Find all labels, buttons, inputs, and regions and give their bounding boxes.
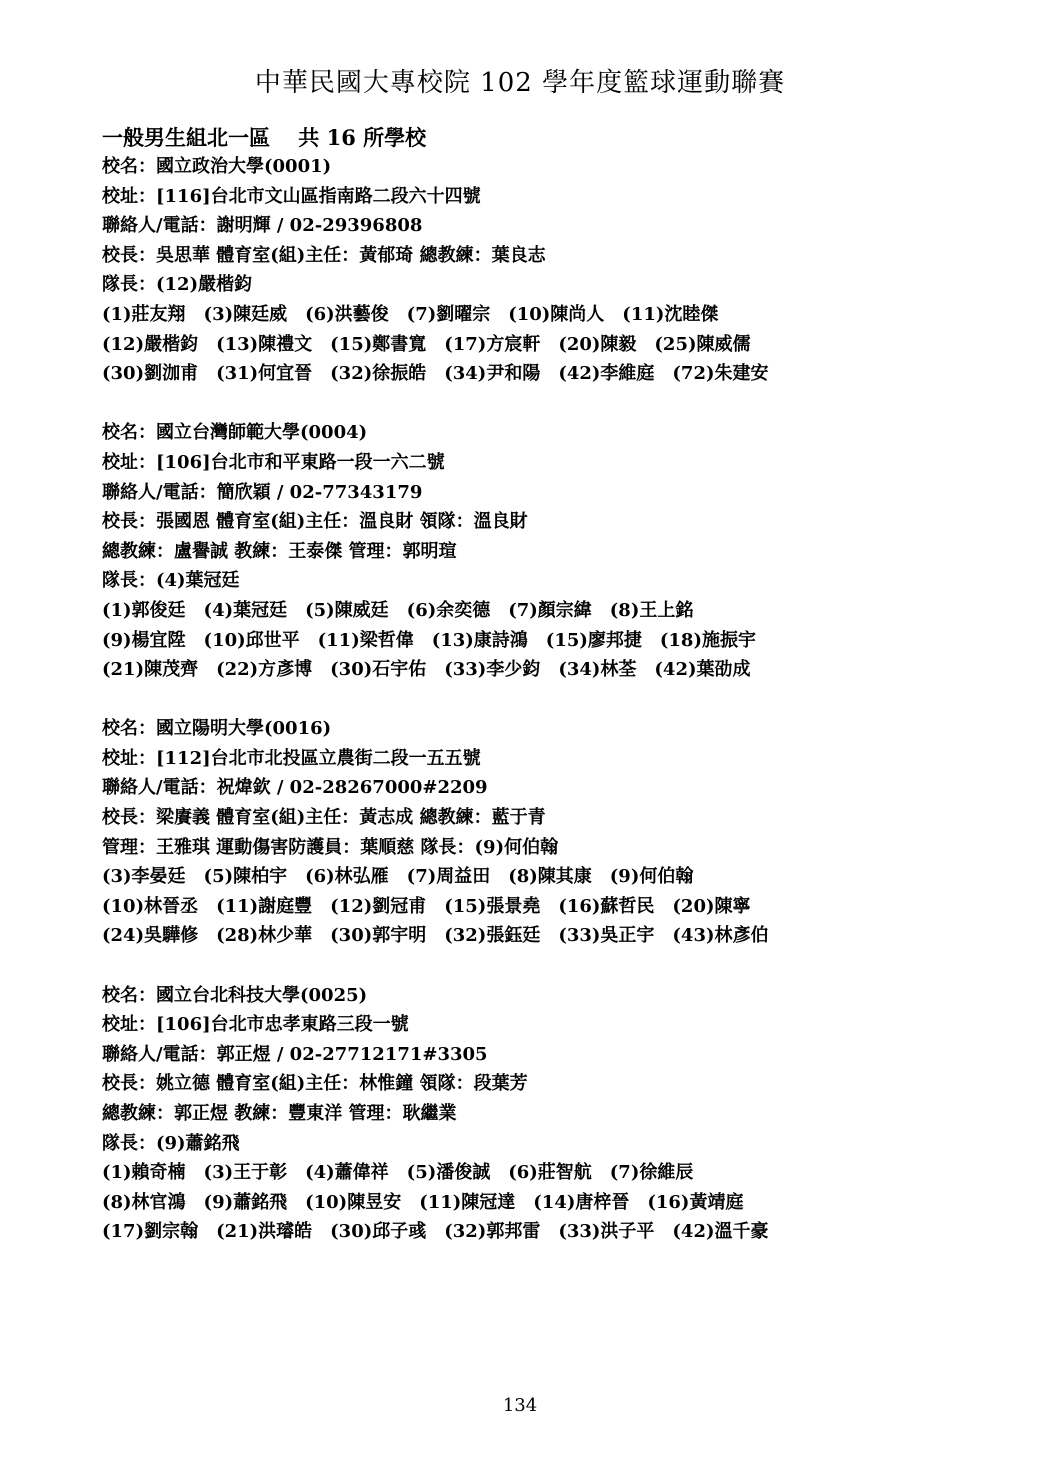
roster-line: (21)陳茂齊 (22)方彥博 (30)石宇佑 (33)李少鈞 (34)林荃 (42)葉劭成 <box>102 659 751 681</box>
school-entry-ntnu <box>102 418 1002 684</box>
roster-line: (9)楊宜陞 (10)邱世平 (11)梁哲偉 (13)康詩鴻 (15)廖邦捷 (18)施振宇 <box>102 629 756 651</box>
team-captain: 隊長：(12)嚴楷鈞 <box>102 274 253 296</box>
school-contact: 聯絡人/電話：祝煒欽 / 02-28267000#2209 <box>102 777 488 799</box>
school-name: 校名：國立台灣師範大學(0004) <box>102 422 368 444</box>
roster-line: (30)劉泇甫 (31)何宜晉 (32)徐振皓 (34)尹和陽 (42)李維庭 (72)朱建安 <box>102 363 769 385</box>
section-heading: 一般男生組北一區 共 16 所學校 <box>102 125 427 150</box>
school-contact: 聯絡人/電話：簡欣穎 / 02-77343179 <box>102 481 423 503</box>
roster-line: (8)林官鴻 (9)蕭銘飛 (10)陳昱安 (11)陳冠達 (14)唐梓晉 (16)黃靖庭 <box>102 1191 744 1213</box>
roster-line: (1)莊友翔 (3)陳廷威 (6)洪藝俊 (7)劉曜宗 (10)陳尚人 (11)沈睦傑 <box>102 303 719 325</box>
school-address: 校址：[106]台北市和平東路一段一六二號 <box>102 451 445 473</box>
school-coaches: 總教練：郭正煜 教練：豐東洋 管理：耿繼業 <box>102 1103 457 1124</box>
school-entry-nccu <box>102 152 1002 389</box>
roster-line: (24)吳驊修 (28)林少華 (30)郭宇明 (32)張鈺廷 (33)吳正宇 (43)林彥伯 <box>102 925 769 947</box>
roster-line: (12)嚴楷鈞 (13)陳禮文 (15)鄭書寬 (17)方宸軒 (20)陳毅 (25)陳威儒 <box>102 333 751 355</box>
page-title: 中華民國大專校院 102 學年度籃球運動聯賽 <box>254 68 786 98</box>
school-entry-ym <box>102 714 1002 951</box>
school-name: 校名：國立陽明大學(0016) <box>102 718 332 740</box>
school-staff: 校長：吳思華 體育室(組)主任：黃郁琦 總教練：葉良志 <box>102 244 546 266</box>
school-address: 校址：[112]台北市北投區立農街二段一五五號 <box>102 747 481 769</box>
school-address: 校址：[116]台北市文山區指南路二段六十四號 <box>102 185 481 207</box>
school-contact: 聯絡人/電話：謝明輝 / 02-29396808 <box>102 215 423 237</box>
school-address: 校址：[106]台北市忠孝東路三段一號 <box>102 1014 409 1036</box>
roster-line: (17)劉宗翰 (21)洪璿皓 (30)邱子彧 (32)郭邦雷 (33)洪子平 (42)溫千豪 <box>102 1221 769 1243</box>
school-contact: 聯絡人/電話：郭正煜 / 02-27712171#3305 <box>102 1043 488 1065</box>
roster-line: (3)李晏廷 (5)陳柏宇 (6)林弘雁 (7)周益田 (8)陳其康 (9)何伯翰 <box>102 866 694 888</box>
page-number: 134 <box>502 1395 538 1416</box>
school-staff: 校長：梁賡義 體育室(組)主任：黃志成 總教練：藍于青 <box>102 807 546 829</box>
school-name: 校名：國立台北科技大學(0025) <box>102 984 368 1006</box>
roster-line: (1)郭俊廷 (4)葉冠廷 (5)陳威廷 (6)余奕德 (7)顏宗緯 (8)王上銘 <box>102 599 694 621</box>
school-staff: 校長：姚立德 體育室(組)主任：林惟鐘 領隊：段葉芳 <box>102 1073 528 1095</box>
school-management: 管理：王雅琪 運動傷害防護員：葉順慈 隊長：(9)何伯翰 <box>102 836 559 858</box>
school-coaches: 總教練：盧譽誠 教練：王泰傑 管理：郭明瑄 <box>102 540 457 562</box>
team-captain: 隊長：(9)蕭銘飛 <box>102 1132 240 1154</box>
roster-line: (1)賴奇楠 (3)王于彰 (4)蕭偉祥 (5)潘俊誠 (6)莊智航 (7)徐維辰 <box>102 1162 694 1184</box>
school-name: 校名：國立政治大學(0001) <box>102 156 332 177</box>
school-list <box>102 152 1002 1277</box>
team-captain: 隊長：(4)葉冠廷 <box>102 570 240 592</box>
school-entry-ntut <box>102 981 1002 1247</box>
roster-line: (10)林晉丞 (11)謝庭豐 (12)劉冠甫 (15)張景堯 (16)蘇哲民 (20)陳寧 <box>102 895 751 917</box>
school-staff: 校長：張國恩 體育室(組)主任：溫良財 領隊：溫良財 <box>102 511 528 533</box>
